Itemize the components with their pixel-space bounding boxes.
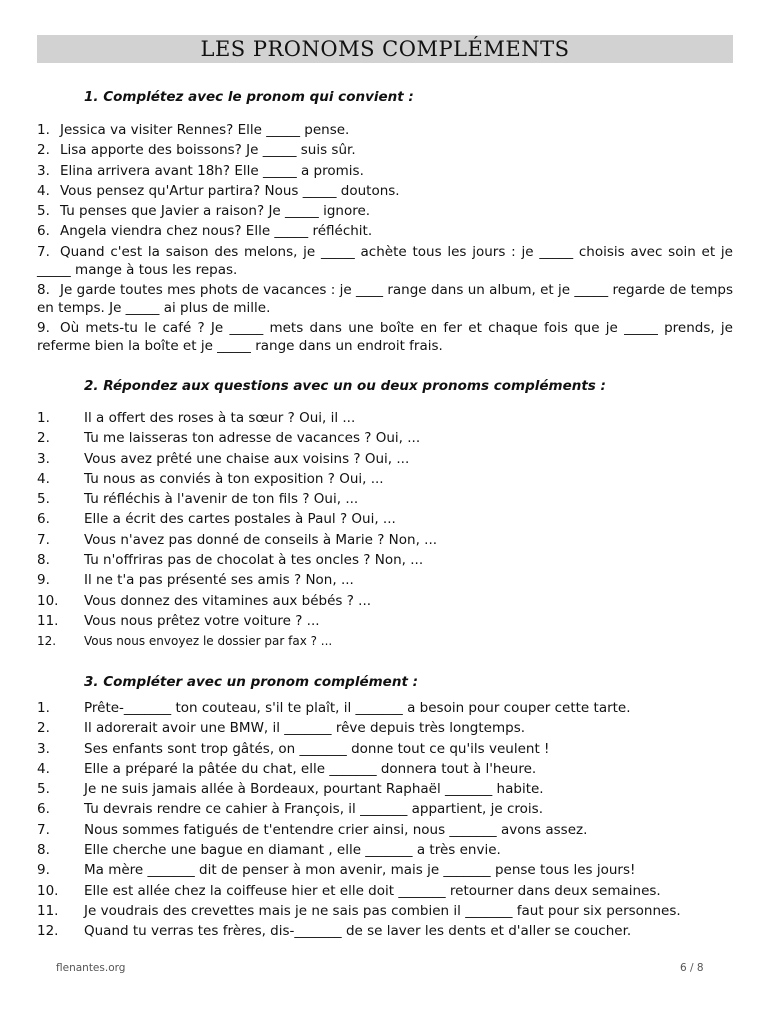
item-number: 10. [37,592,59,609]
item-text: Vous nous envoyez le dossier par fax ? ... [84,634,333,649]
item-text: Nous sommes fatigués de t'entendre crier ainsi, nous _______ avons assez. [84,821,588,838]
exercise3-item [37,841,733,859]
exercise2-item [37,490,733,508]
item-number: 8. [37,552,50,569]
item-number: 9. [37,572,50,589]
exercise2-item [37,510,733,528]
item-text: Vous avez prêté une chaise aux voisins ? Oui, ... [84,450,410,467]
item-text: Il ne t'a pas présenté ses amis ? Non, ... [84,572,354,589]
item-number: 5. [37,781,50,798]
item-number: 2. [37,720,50,737]
item-text: Tu me laisseras ton adresse de vacances ? Oui, ... [84,430,421,447]
section2-heading: 2. Répondez aux questions avec un ou deux pronoms compléments : [84,378,606,394]
item-number: 2. [37,430,50,447]
exercise1-item [37,243,733,279]
exercise3-item [37,760,733,778]
item-number: 4. [37,182,50,199]
exercise3-item [37,780,733,798]
section1-heading: 1. Complétez avec le pronom qui convient : [84,89,414,105]
item-text: Elle est allée chez la coiffeuse hier et elle doit _______ retourner dans deux semaines. [84,882,661,899]
exercise1-item [37,141,733,159]
page-title: LES PRONOMS COMPLÉMENTS [200,37,570,61]
section3-list [37,699,733,943]
item-number: 11. [37,902,59,919]
title-bar [37,35,733,63]
item-text: Lisa apporte des boissons? Je _____ suis sûr. [60,142,356,159]
page-number: 6 / 8 [680,962,704,974]
exercise1-item [37,162,733,180]
item-number: 1. [37,410,50,426]
item-number: 7. [37,243,50,260]
exercise2-item [37,531,733,549]
item-number: 9. [37,320,50,337]
item-text: Angela viendra chez nous? Elle _____ réfléchit. [60,223,373,240]
item-text: Elina arrivera avant 18h? Elle _____ a promis. [60,162,364,179]
exercise3-item [37,902,733,920]
section2-list [37,409,733,653]
item-text: Vous pensez qu'Artur partira? Nous _____ doutons. [60,182,400,199]
item-number: 4. [37,760,50,777]
item-text: Où mets-tu le café ? Je _____ mets dans une boîte en fer et chaque fois que je _____ prends, je referme bien la boîte et je _____ range dans un endroit frais. [37,320,733,355]
exercise3-item [37,800,733,818]
item-number: 8. [37,282,50,299]
item-number: 9. [37,862,50,879]
exercise1-item [37,182,733,200]
exercise3-item [37,922,733,940]
exercise2-item [37,612,733,630]
item-text: Je voudrais des crevettes mais je ne sais pas combien il _______ faut pour six personnes. [84,902,681,919]
item-number: 5. [37,491,50,508]
item-number: 1. [37,700,50,716]
item-text: Elle a écrit des cartes postales à Paul ? Oui, ... [84,511,396,528]
exercise2-item [37,551,733,569]
exercise1-item [37,222,733,240]
exercise3-item [37,719,733,737]
exercise2-item [37,571,733,589]
exercise1-item [37,281,733,317]
item-text: Elle cherche une bague en diamant , elle _______ a très envie. [84,842,501,859]
item-number: 6. [37,223,50,240]
exercise1-item [37,202,733,220]
exercise3-item [37,861,733,879]
item-text: Quand c'est la saison des melons, je _____ achète tous les jours : je _____ choisis avec soin et je _____ mange à tous les repas. [37,243,733,278]
exercise2-item [37,592,733,610]
exercise3-item [37,882,733,900]
item-text: Jessica va visiter Rennes? Elle _____ pense. [60,122,350,138]
section1-list [37,121,733,358]
item-number: 12. [37,923,59,940]
item-number: 3. [37,162,50,179]
item-text: Vous n'avez pas donné de conseils à Marie ? Non, ... [84,531,438,548]
exercise2-item [37,409,733,427]
item-text: Vous nous prêtez votre voiture ? ... [84,612,320,629]
item-text: Tu n'offriras pas de chocolat à tes oncles ? Non, ... [84,552,424,569]
item-number: 7. [37,821,50,838]
item-number: 8. [37,842,50,859]
exercise3-item [37,699,733,717]
item-text: Ses enfants sont trop gâtés, on _______ donne tout ce qu'ils veulent ! [84,740,550,757]
item-text: Prête-_______ ton couteau, s'il te plaît, il _______ a besoin pour couper cette tarte. [84,700,631,716]
exercise2-item [37,632,733,650]
footer-source: flenantes.org [56,962,126,974]
item-text: Il a offert des roses à ta sœur ? Oui, il ... [84,410,356,426]
item-text: Tu devrais rendre ce cahier à François, il _______ appartient, je crois. [84,801,543,818]
item-number: 4. [37,470,50,487]
item-number: 10. [37,882,59,899]
item-text: Tu nous as conviés à ton exposition ? Oui, ... [84,470,384,487]
item-number: 3. [37,740,50,757]
exercise1-item [37,319,733,355]
exercise1-item [37,121,733,139]
item-number: 3. [37,450,50,467]
item-number: 6. [37,801,50,818]
exercise3-item [37,740,733,758]
item-number: 6. [37,511,50,528]
item-text: Elle a préparé la pâtée du chat, elle _______ donnera tout à l'heure. [84,760,537,777]
item-number: 7. [37,531,50,548]
item-text: Je garde toutes mes phots de vacances : je ____ range dans un album, et je _____ regarde de temps en temps. Je _____ ai plus de mille. [37,282,733,317]
item-number: 1. [37,122,50,138]
item-text: Tu réfléchis à l'avenir de ton fils ? Oui, ... [84,491,359,508]
exercise2-item [37,429,733,447]
item-number: 2. [37,142,50,159]
exercise3-item [37,821,733,839]
item-text: Tu penses que Javier a raison? Je _____ ignore. [60,203,371,220]
item-text: Vous donnez des vitamines aux bébés ? ... [84,592,372,609]
item-text: Je ne suis jamais allée à Bordeaux, pourtant Raphaël _______ habite. [84,781,544,798]
item-text: Il adorerait avoir une BMW, il _______ rêve depuis très longtemps. [84,720,526,737]
item-number: 11. [37,612,59,629]
exercise2-item [37,470,733,488]
item-text: Quand tu verras tes frères, dis-_______ de se laver les dents et d'aller se coucher. [84,923,632,940]
section3-heading: 3. Compléter avec un pronom complément : [84,674,418,690]
item-number: 5. [37,203,50,220]
item-text: Ma mère _______ dit de penser à mon avenir, mais je _______ pense tous les jours! [84,862,636,879]
item-number: 12. [37,634,57,649]
exercise2-item [37,450,733,468]
